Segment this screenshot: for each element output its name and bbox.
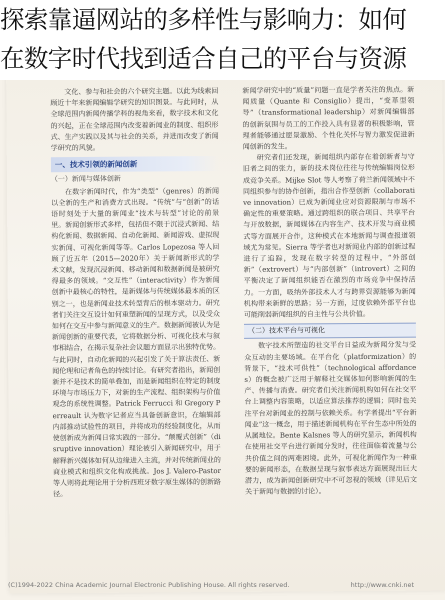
body-paragraph: 新闻学研究中的“质量”问题一直是学者关注的焦点。新闻质量（Quante 和 Consiglio）提出，“变革型领导”（transformational leadership）对新闻编辑部的创新氛围与员工的工作投入具有显著的积极影响，管理者能够通过愿景激励、个性化关怀与智力激发促进新闻创新的发生。 [242, 85, 415, 151]
source-url: http://www.cnki.net [350, 581, 414, 589]
page-footer [8, 581, 438, 589]
right-text-column [242, 85, 417, 578]
headline-line-2: 在数字时代找到适合自己的平台与资源 [0, 44, 407, 73]
subsection-heading: （一）新闻与媒体创新 [50, 175, 121, 184]
body-paragraph: 在数字新闻时代，作为“类型”（genres）的新闻以全新的生产和消费方式出现。“传统”与“创新”的话语时刻处于大量的新闻业“技术与转型”讨论的前景里。新闻创新形式多样，包括但不限于沉浸式新闻、结构化新闻、数据新闻、自动化新闻、新闻游戏、虚拟现实新闻、可视化新闻等等。Carlos Lopezosa 等人回顾了近五年（2015—2020年）关于新闻新形式的学术文献，发现沉浸新闻、移动新闻和数据新闻是被研究得最多的领域。“交互性”（interactivity）作为新闻创新中最核心的特性，是新媒体与传统媒体最本质的区别之一，也是新闻业技术转型背后的根本驱动力。研究者们关注交互设计如何重塑新闻的呈现方式，以及受众如何在交互中参与新闻意义的生产。数据新闻被认为是新闻创新的重要代表，它将数据分析、可视化技术与叙事相结合，在揭示复杂社会议题方面显示出独特优势。与此同时，自动化新闻的兴起引发了关于算法责任、新闻伦理和记者角色的持续讨论。有研究者指出，新闻创新并不是技术的简单叠加，而是新闻组织在特定的制度环境与市场压力下，对新的生产流程、组织架构与价值观念的系统性调整。Patrick Ferrucci 和 Gregory Perreault 认为数字记者应当具备创新意识，在编辑部内部推动试验性的项目，并将成功的经验制度化，从而使创新成为新闻日常实践的一部分。“颠覆式创新”（disruptive innovation）理论被引入新闻研究中，用于解释新兴媒体如何从边缘进入主流，并对传统新闻业的商业模式和组织文化构成挑战。Jos J. Valero-Pastor 等人则将此理论用于分析西班牙数字原生媒体的创新路径。 [51, 186, 222, 499]
headline-line-1: 探索靠逼网站的多样性与影响力：如何 [0, 5, 407, 34]
copyright-text: (C)1994-2022 China Academic Journal Electronic Publishing House. All rights reserved. [8, 581, 290, 589]
subsection-heading-box: （二）技术平台与可视化 [244, 323, 416, 339]
body-paragraph: 研究者们还发现，新闻组织内部存在着创新者与守旧者之间的张力，新的技术岗位往往与传统编辑岗位形成竞争关系。Mijke Slot 等人考察了荷兰新闻领域中不同组织参与的协作创新，指出合作型创新（collaborative innovation）已成为新闻业应对资源限制与市场不确定性的重要策略。通过跨组织的联合项目、共享平台与开放数据，新闻媒体在内容生产、技术开发与商业模式等方面展开合作，这种模式在本地新闻与调查报道领域尤为常见。Sierra 等学者也对新闻业内部的创新过程进行了追踪，发现在数字转型的过程中，“外部创新”（extrovert）与“内部创新”（introvert）之间的平衡决定了新闻组织能否在激烈的市场竞争中保持活力。一方面，吸纳外部技术人才与跨界资源能够为新闻机构带来新鲜的思路；另一方面，过度依赖外部平台也可能削弱新闻组织的自主性与公共价值。 [242, 152, 416, 319]
intro-paragraph: 文化、参与和社会的六个研究主题。以此为线索回顾近十年来新闻编辑学研究的知识图景。与此同时，从全球范围内新闻传播学科的视角来看，数字技术和文化的兴起，正在全球范围内改变着新闻业的制度、组织形式、生产实践以及其与社会的关系，并进而改变了新闻学研究的风貌。 [50, 87, 219, 153]
journal-page-photo [6, 72, 445, 593]
body-paragraph: 数字技术所塑造的社交平台日益成为新闻分发与受众互动的主要场域。在平台化（platformization）的背景下，“技术可供性”（technological affordances）的概念被广泛用于解释社交媒体如何影响新闻的生产、传播与消费。研究者们关注新闻机构如何在社交平台上调整内容策略，以适应算法推荐的逻辑；同时也关注平台对新闻业的控制与依赖关系。有学者提出“平台新闻业”这一概念，用于描述新闻机构在平台生态中所处的从属地位。Bente Kalsnes 等人的研究显示，新闻机构在使用社交平台进行新闻分发时，往往面临着流量与公共价值之间的两难困境。此外，可视化新闻作为一种重要的新闻形态，在数据呈现与叙事表达方面展现出巨大潜力，成为新闻创新研究中不可忽视的领域（详见后文关于新闻与数据的讨论）。 [244, 341, 418, 496]
section-heading: 一、技术引领的新闻创新 [51, 156, 219, 172]
left-text-column [50, 86, 221, 579]
headline-overlay [0, 0, 445, 80]
